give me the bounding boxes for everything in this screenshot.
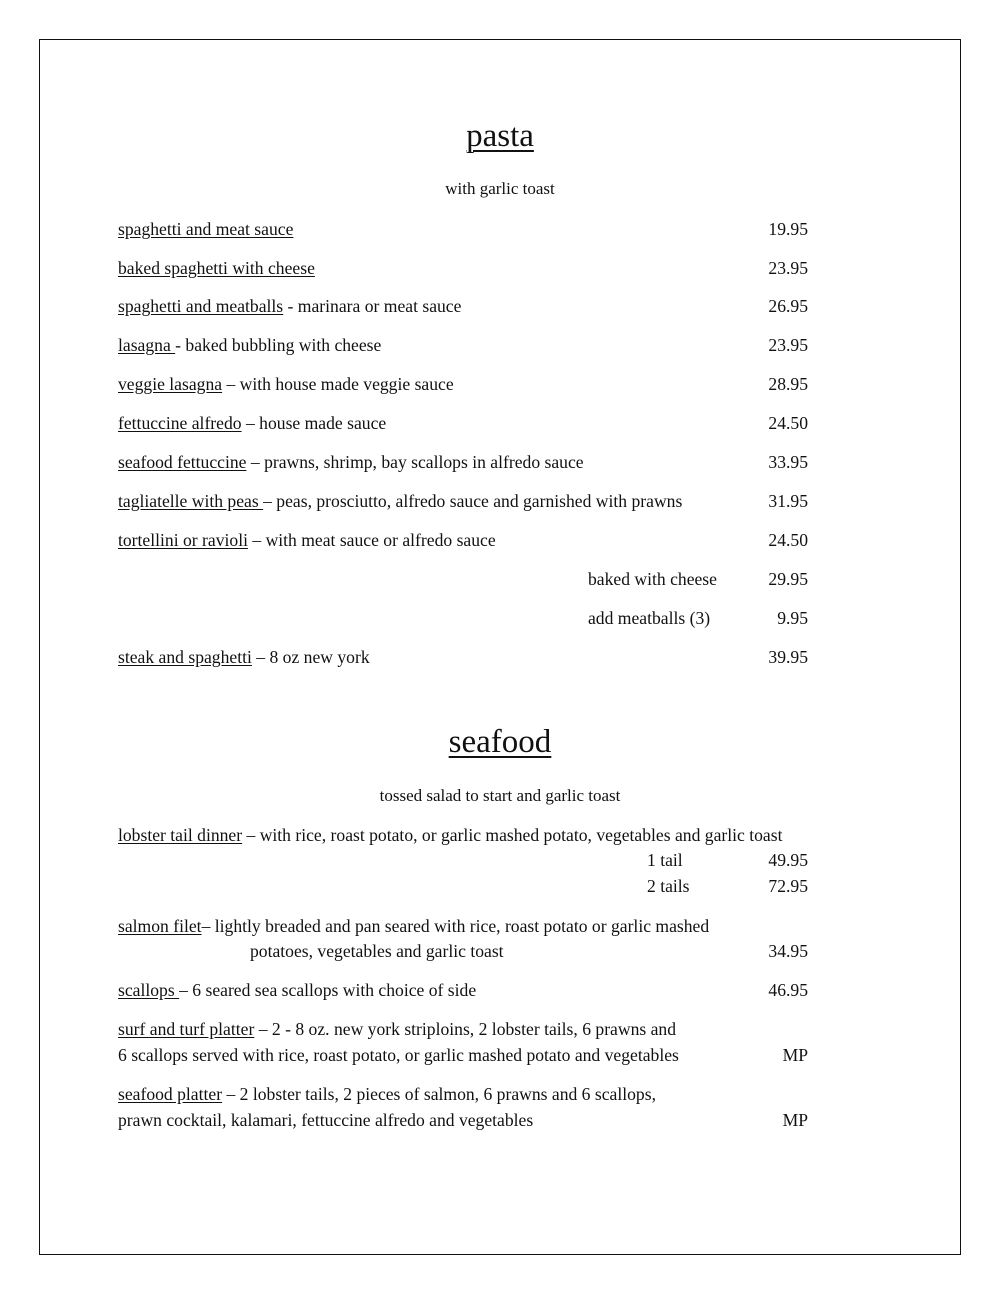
item-name: fettuccine alfredo (118, 413, 242, 433)
menu-item (118, 1018, 676, 1040)
item-desc: – 2 - 8 oz. new york striploins, 2 lobster tails, 6 prawns and (254, 1019, 677, 1039)
item-desc: - marinara or meat sauce (283, 296, 462, 316)
item-desc: – with meat sauce or alfredo sauce (247, 530, 496, 550)
seafood-heading: seafood (448, 724, 552, 760)
menu-item (118, 646, 370, 668)
menu-item (118, 529, 496, 551)
item-price: 28.95 (768, 374, 808, 394)
item-price: 24.50 (768, 530, 808, 550)
item-name: spaghetti and meatballs (118, 296, 284, 316)
item-name: seafood platter (118, 1084, 223, 1104)
item-desc: - baked bubbling with cheese (175, 335, 382, 355)
menu-item (118, 295, 461, 317)
item-name: surf and turf platter (118, 1019, 255, 1039)
item-name: tortellini or ravioli (118, 530, 248, 550)
pasta-subtitle: with garlic toast (445, 179, 555, 198)
menu-item (118, 373, 454, 395)
item-desc-cont: 6 scallops served with rice, roast potato, or garlic mashed potato and vegetables (118, 1045, 679, 1065)
menu-item (118, 334, 381, 356)
extra-price: 9.95 (777, 608, 808, 628)
extra-price: 29.95 (768, 569, 808, 589)
pasta-heading: pasta (466, 118, 534, 154)
option-label: 1 tail (647, 850, 683, 870)
menu-item (118, 412, 386, 434)
item-price: 39.95 (768, 647, 808, 667)
menu-item (118, 915, 709, 937)
item-desc: – 8 oz new york (251, 647, 370, 667)
item-desc: – 2 lobster tails, 2 pieces of salmon, 6 prawns and 6 scallops, (222, 1084, 656, 1104)
item-desc-cont: prawn cocktail, kalamari, fettuccine alfredo and vegetables (118, 1110, 534, 1130)
item-desc-cont: potatoes, vegetables and garlic toast (250, 941, 504, 961)
item-name: spaghetti and meat sauce (118, 219, 294, 239)
extra-label: add meatballs (3) (588, 608, 711, 628)
item-price: 46.95 (768, 980, 808, 1000)
menu-item (118, 490, 682, 512)
item-name: tagliatelle with peas (118, 491, 264, 511)
extra-label: baked with cheese (588, 569, 717, 589)
item-name: seafood fettuccine (118, 452, 247, 472)
item-desc: – prawns, shrimp, bay scallops in alfredo sauce (246, 452, 584, 472)
item-desc: – lightly breaded and pan seared with rice, roast potato or garlic mashed (201, 916, 710, 936)
menu-item (118, 451, 584, 473)
item-name: salmon filet (118, 916, 202, 936)
item-name: lobster tail dinner (118, 825, 243, 845)
item-desc: – with house made veggie sauce (222, 374, 454, 394)
item-price: MP (782, 1110, 808, 1130)
item-desc: – 6 seared sea scallops with choice of side (179, 980, 477, 1000)
menu-item (118, 1083, 656, 1105)
item-name: steak and spaghetti (118, 647, 252, 667)
item-price: MP (782, 1045, 808, 1065)
item-price: 23.95 (768, 335, 808, 355)
item-price: 24.50 (768, 413, 808, 433)
menu-item (118, 979, 476, 1001)
item-price: 33.95 (768, 452, 808, 472)
menu-item (118, 257, 315, 279)
seafood-subtitle: tossed salad to start and garlic toast (379, 786, 621, 805)
option-price: 72.95 (768, 876, 808, 896)
item-price: 19.95 (768, 219, 808, 239)
item-price: 31.95 (768, 491, 808, 511)
item-name: veggie lasagna (118, 374, 223, 394)
item-price: 23.95 (768, 258, 808, 278)
option-price: 49.95 (768, 850, 808, 870)
item-name: lasagna (118, 335, 176, 355)
item-price: 26.95 (768, 296, 808, 316)
item-name: baked spaghetti with cheese (118, 258, 315, 278)
item-desc: – house made sauce (241, 413, 387, 433)
menu-item (118, 824, 782, 846)
item-name: scallops (118, 980, 180, 1000)
item-desc: – peas, prosciutto, alfredo sauce and garnished with prawns (263, 491, 683, 511)
item-price: 34.95 (768, 941, 808, 961)
menu-item (118, 218, 293, 240)
option-label: 2 tails (647, 876, 690, 896)
item-desc: – with rice, roast potato, or garlic mashed potato, vegetables and garlic toast (242, 825, 783, 845)
